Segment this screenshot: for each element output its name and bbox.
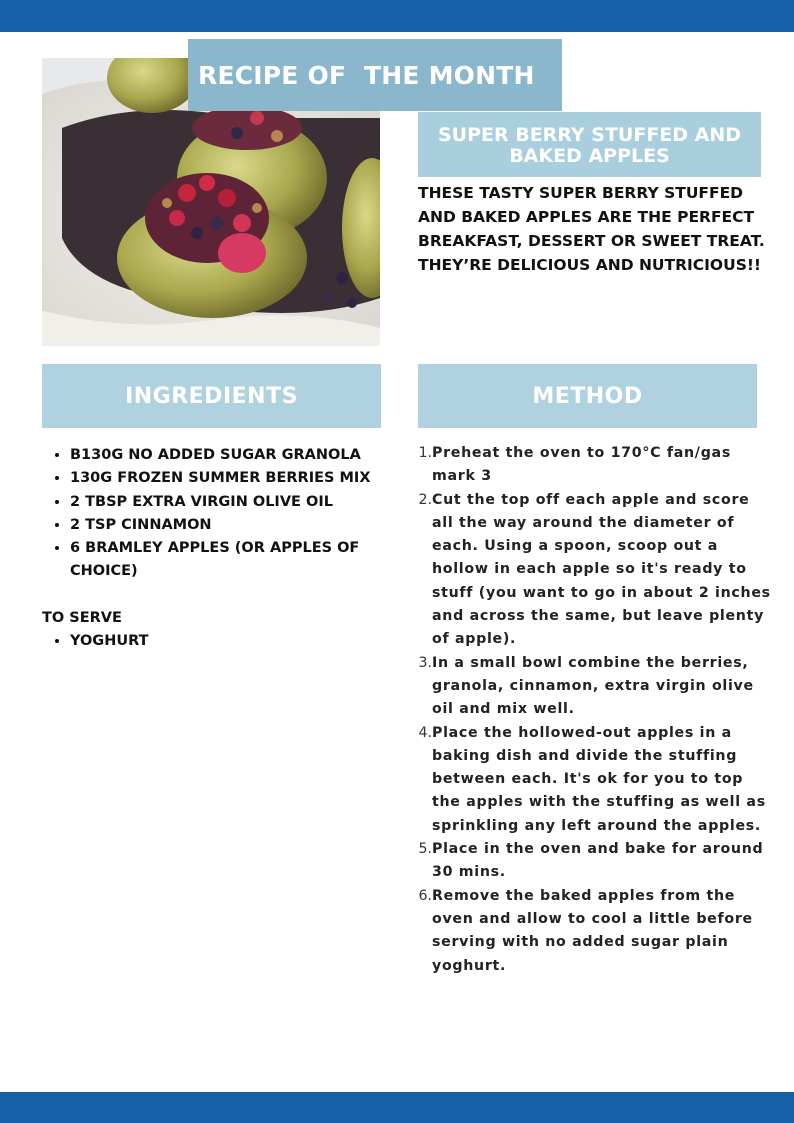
ingredient-item: • B130G NO ADDED SUGAR GRANOLA: [70, 444, 392, 467]
method-step: [412, 652, 772, 722]
method-step: [412, 442, 772, 489]
step-number: 1.: [418, 445, 432, 461]
step-text: Place the hollowed-out apples in a baking dish and divide the stuffing between each. It's ok for you to top the apples with the stuffing as well as sprinkling any left around the apples.: [432, 724, 766, 834]
method-section: [412, 442, 772, 978]
recipe-intro: THESE TASTY SUPER BERRY STUFFED AND BAKED APPLES ARE THE PERFECT BREAKFAST, DESSERT OR SWEET TREAT. THEY’RE DELICIOUS AND NUTRICIOUS!!: [418, 184, 765, 274]
method-steps: [412, 442, 772, 978]
to-serve-label: TO SERVE: [42, 609, 122, 626]
bottom-accent-bar: [0, 1092, 794, 1123]
method-heading: METHOD: [418, 364, 757, 428]
serve-list: [42, 630, 392, 653]
step-text: Place in the oven and bake for around 30 mins.: [432, 841, 764, 881]
ingredients-list: [42, 444, 392, 584]
step-text: In a small bowl combine the berries, granola, cinnamon, extra virgin olive oil and mix well.: [432, 654, 754, 718]
ingredient-item: • 2 TBSP EXTRA VIRGIN OLIVE OIL: [70, 491, 392, 514]
step-number: 4.: [418, 724, 432, 741]
serve-item: • YOGHURT: [70, 630, 392, 653]
method-step: [412, 885, 772, 978]
recipe-of-month-banner: RECIPE OF THE MONTH: [188, 39, 562, 111]
step-text: Preheat the oven to 170°C fan/gas mark 3: [432, 445, 731, 485]
step-number: 2.: [418, 491, 432, 508]
method-step: [412, 722, 772, 838]
method-step: [412, 838, 772, 885]
step-number: 6.: [418, 887, 432, 904]
ingredient-item: • 130G FROZEN SUMMER BERRIES MIX: [70, 467, 392, 490]
ingredient-item: • 6 BRAMLEY APPLES (OR APPLES OF CHOICE): [70, 537, 392, 584]
step-text: Remove the baked apples from the oven and allow to cool a little before serving with no added sugar plain yoghurt.: [432, 887, 753, 974]
ingredients-section: [42, 444, 392, 653]
step-text: Cut the top off each apple and score all the way around the diameter of each. Using a spoon, scoop out a hollow in each apple so it's ready to stuff (you want to go in about 2 inches and across the same, but leave plenty of apple).: [432, 491, 771, 648]
ingredient-item: • 2 TSP CINNAMON: [70, 514, 392, 537]
step-number: 5.: [418, 841, 432, 858]
top-accent-bar: [0, 0, 794, 32]
recipe-title: SUPER BERRY STUFFED AND BAKED APPLES: [418, 112, 761, 177]
step-number: 3.: [418, 654, 432, 671]
method-step: [412, 489, 772, 652]
ingredients-heading: INGREDIENTS: [42, 364, 381, 428]
